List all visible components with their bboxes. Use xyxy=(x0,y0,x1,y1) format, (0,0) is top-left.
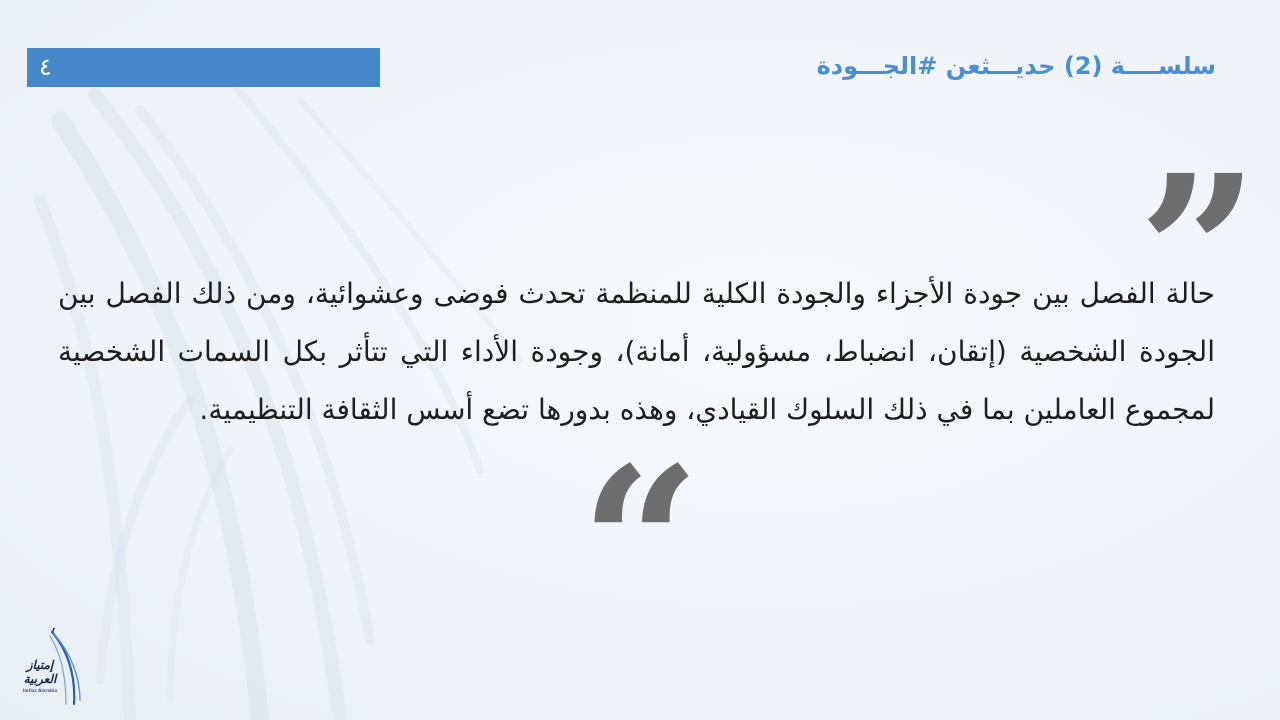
series-title: سلسـ‍ـــة (2) حديـــثعن #الجـــودة xyxy=(816,52,1216,80)
brand-logo xyxy=(14,628,84,708)
logo-text-line-2: العربية xyxy=(23,672,57,686)
open-quote-icon: ” xyxy=(1138,129,1259,376)
close-quote-icon: “ xyxy=(580,421,701,668)
page-number-bar xyxy=(27,48,380,87)
quote-text: حالة الفصل بين جودة الأجزاء والجودة الكلية للمنظمة تحدث فوضى وعشوائية، ومن ذلك الفصل بين الجودة الشخصية (إتقان، انضباط، مسؤولية، أمانة)، وجودة الأداء التي تتأثر بكل السمات الشخصية لمجموع العاملين بما في ذلك السلوك القيادي، وهذه بدورها تضع أسس الثقافة التنظيمية. xyxy=(58,277,1215,426)
logo-text-line-1: إمتياز xyxy=(26,658,54,672)
page-number: ٤ xyxy=(39,53,52,81)
logo-text-line-3: Imtiaz Alarabia xyxy=(22,688,58,693)
